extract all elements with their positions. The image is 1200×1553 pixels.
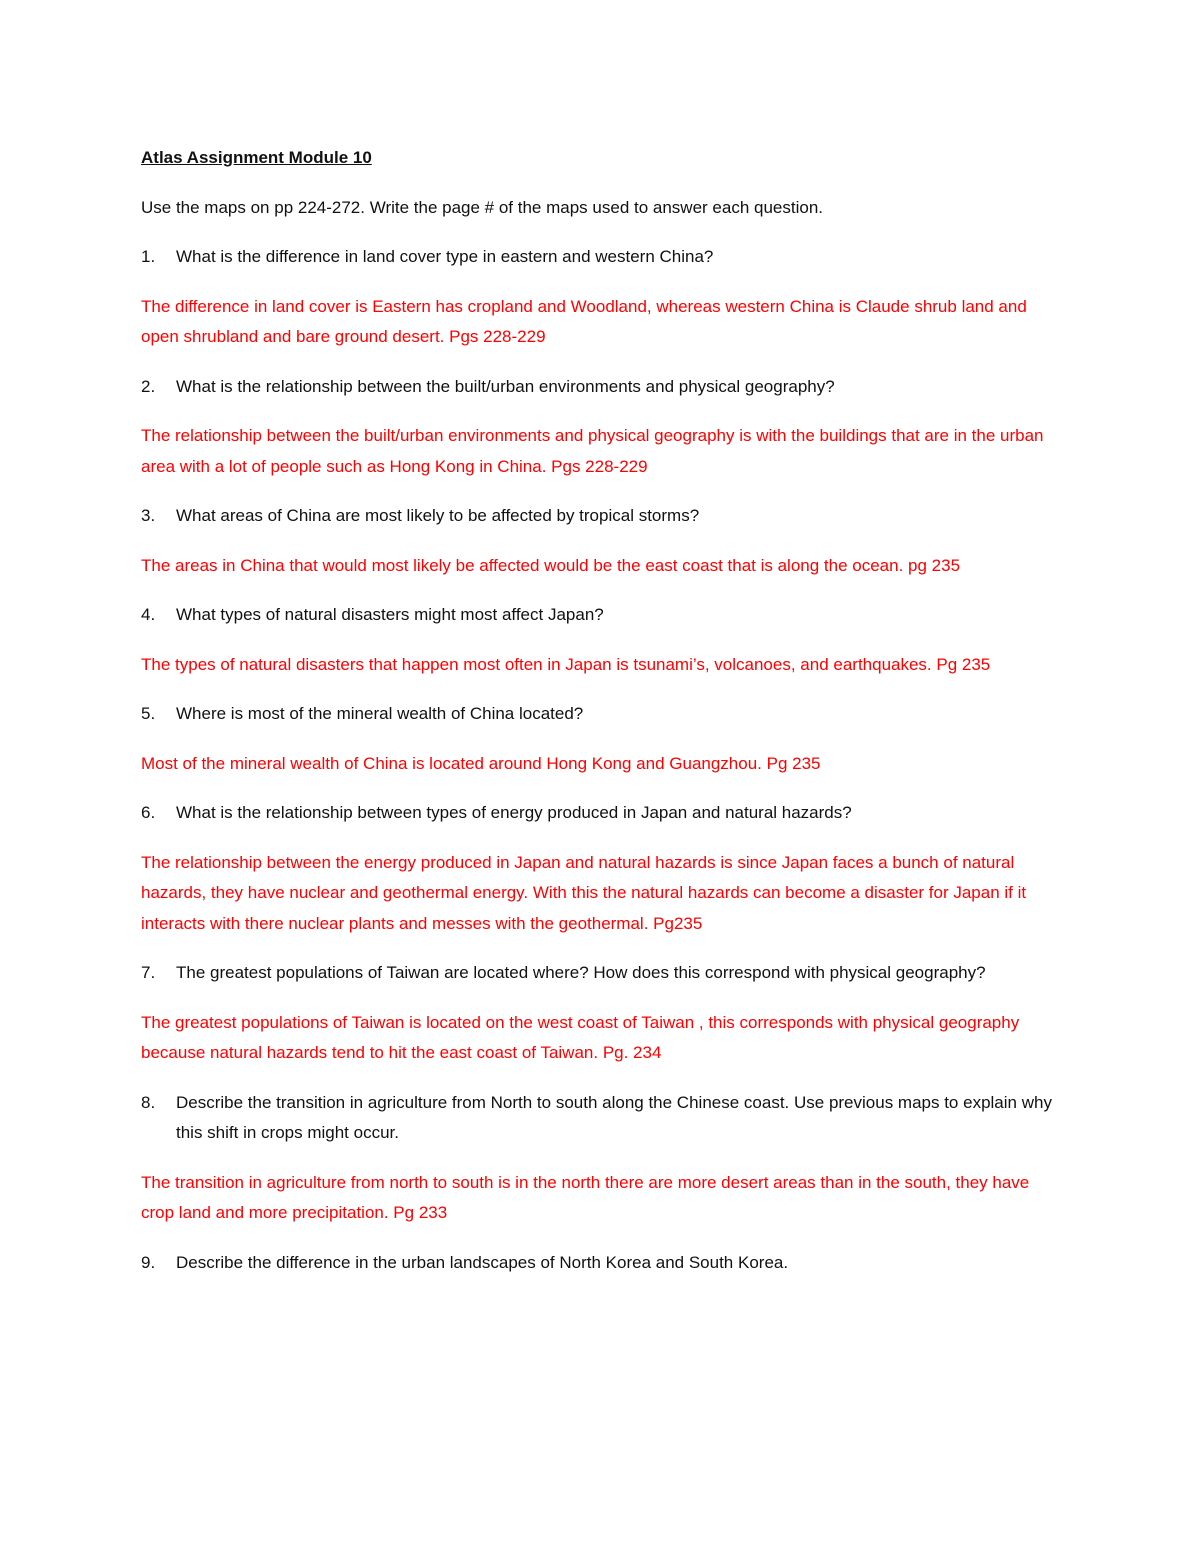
question-9 [141,1248,1061,1279]
answer-6: The relationship between the energy produced in Japan and natural hazards is since Japan faces a bunch of natural hazards, they have nuclear and geothermal energy. With this the natural hazards can become a disaster for Japan if it interacts with there nuclear plants and messes with the geothermal. Pg235 [141,852,1027,933]
answer-4: The types of natural disasters that happen most often in Japan is tsunami’s, volcanoes, and earthquakes. Pg 235 [141,654,991,674]
question-number: 2. [141,376,156,396]
question-number: 8. [141,1092,156,1112]
question-8 [141,1088,1061,1149]
question-number: 6. [141,803,156,822]
document-intro: Use the maps on pp 224-272. Write the page # of the maps used to answer each question. [141,197,824,217]
question-6 [141,798,1061,829]
question-text: Where is most of the mineral wealth of China located? [176,704,584,723]
question-5 [141,699,1061,730]
question-text: What areas of China are most likely to be affected by tropical storms? [176,506,700,525]
question-number: 1. [141,247,156,266]
question-text: What is the relationship between types of energy produced in Japan and natural hazards? [176,803,852,822]
answer-7: The greatest populations of Taiwan is located on the west coast of Taiwan , this corresponds with physical geography because natural hazards tend to hit the east coast of Taiwan. Pg. 234 [141,1012,1020,1062]
question-text: What types of natural disasters might most affect Japan? [176,605,604,624]
question-number: 4. [141,605,156,624]
question-3 [141,501,1061,532]
question-text: Describe the difference in the urban landscapes of North Korea and South Korea. [176,1252,789,1272]
answer-8: The transition in agriculture from north to south is in the north there are more desert areas than in the south, they have crop land and more precipitation. Pg 233 [141,1172,1030,1222]
question-text: The greatest populations of Taiwan are located where? How does this correspond with physical geography? [176,963,986,982]
question-2 [141,372,1061,403]
answer-2: The relationship between the built/urban environments and physical geography is with the buildings that are in the urban area with a lot of people such as Hong Kong in China. Pgs 228-229 [141,426,1044,476]
question-4 [141,600,1061,631]
question-text: Describe the transition in agriculture from North to south along the Chinese coast. Use previous maps to explain why this shift in crops might occur. [176,1092,1052,1142]
question-number: 9. [141,1252,156,1272]
document-body [141,143,1061,1297]
question-text: What is the relationship between the built/urban environments and physical geography? [176,376,835,396]
document-title: Atlas Assignment Module 10 [141,148,372,167]
question-number: 5. [141,704,156,723]
question-1 [141,242,1061,273]
answer-5: Most of the mineral wealth of China is located around Hong Kong and Guangzhou. Pg 235 [141,753,821,773]
question-7 [141,958,1061,989]
answer-3: The areas in China that would most likely be affected would be the east coast that is along the ocean. pg 235 [141,555,961,575]
answer-1: The difference in land cover is Eastern has cropland and Woodland, whereas western China is Claude shrub land and open shrubland and bare ground desert. Pgs 228-229 [141,296,1027,346]
question-number: 7. [141,963,156,982]
question-text: What is the difference in land cover type in eastern and western China? [176,247,714,266]
question-number: 3. [141,506,156,525]
